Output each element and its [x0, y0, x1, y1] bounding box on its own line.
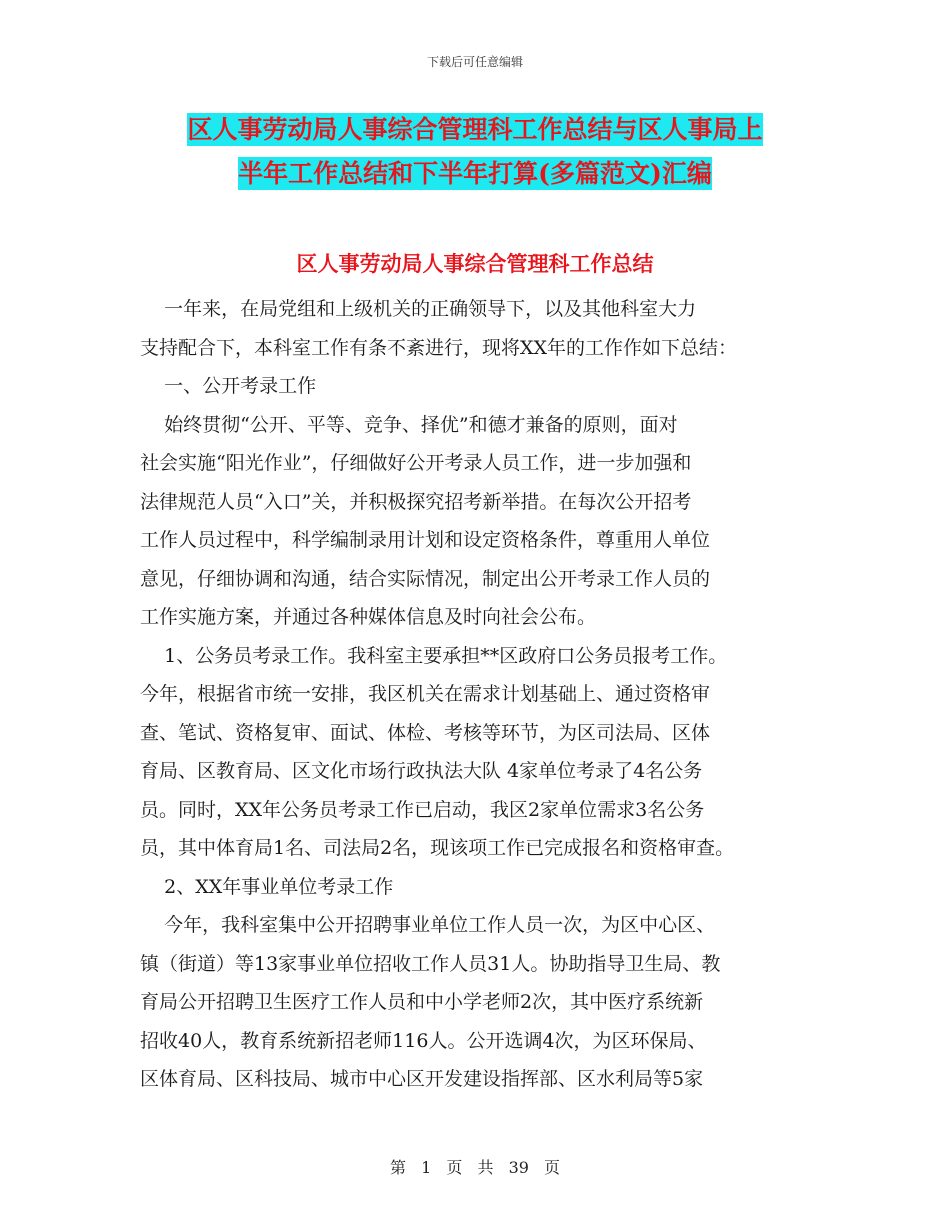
body-line: 今年，根据省市统一安排，我区机关在需求计划基础上、通过资格审: [140, 683, 711, 705]
title-highlight-2: 半年工作总结和下半年打算(多篇范文)汇编: [238, 159, 712, 188]
title-highlight-1: 区人事劳动局人事综合管理科工作总结与区人事局上: [187, 115, 763, 144]
body-line: 查、笔试、资格复审、面试、体检、考核等环节，为区司法局、区体: [140, 721, 711, 744]
body-line: 招收40人，教育系统新招老师116人。公开选调4次，为区环保局、: [140, 1029, 707, 1052]
body-line: 始终贯彻“公开、平等、竞争、择优”和德才兼备的原则，面对: [140, 413, 678, 436]
footer-mid: 页: [446, 1158, 463, 1177]
body-line: 工作实施方案，并通过各种媒体信息及时向社会公布。: [140, 606, 597, 628]
body-line: 意见，仔细协调和沟通，结合实际情况，制定出公开考录工作人员的: [140, 567, 711, 590]
body-line: 支持配合下，本科室工作有条不紊进行，现将XX年的工作作如下总结：: [140, 336, 738, 359]
body-line: 法律规范人员“入口”关，并积极探究招考新举措。在每次公开招考: [140, 490, 692, 513]
total-pages: 39: [508, 1158, 529, 1177]
header-note: 下载后可任意编辑: [426, 55, 523, 69]
body-text: [140, 290, 830, 1099]
body-line: 员，其中体育局1名、司法局2名，现该项工作已完成报名和资格审查。: [140, 837, 735, 859]
body-line: 育局公开招聘卫生医疗工作人员和中小学老师2次，其中医疗系统新: [140, 991, 704, 1013]
footer-prefix: 第: [389, 1158, 406, 1177]
footer-suffix: 页: [544, 1158, 561, 1177]
body-line: 员。同时，XX年公务员考录工作已启动，我区2家单位需求3名公务: [140, 798, 705, 821]
body-line: 区体育局、区科技局、城市中心区开发建设指挥部、区水利局等5家: [140, 1068, 704, 1090]
body-line: 工作人员过程中，科学编制录用计划和设定资格条件，尊重用人单位: [140, 529, 711, 551]
page-number: 1: [421, 1158, 432, 1177]
body-line: 镇（街道）等13家事业单位招收工作人员31人。协助指导卫生局、教: [140, 952, 721, 975]
body-line: 今年，我科室集中公开招聘事业单位工作人员一次，为区中心区、: [140, 914, 716, 936]
section-title: 区人事劳动局人事综合管理科工作总结: [296, 251, 654, 276]
footer-total-prefix: 共: [477, 1158, 494, 1177]
body-line: 育局、区教育局、区文化市场行政执法大队 4家单位考录了4名公务: [140, 760, 703, 782]
body-line: 一年来，在局党组和上级机关的正确领导下，以及其他科室大力: [140, 298, 697, 320]
body-line: 社会实施“阳光作业”，仔细做好公开考录人员工作，进一步加强和: [140, 452, 692, 474]
document-title-line-1: [0, 112, 950, 148]
body-line: 1、公务员考录工作。我科室主要承担**区政府口公务员报考工作。: [140, 644, 728, 667]
page-footer: [0, 1155, 950, 1178]
document-title-line-2: [0, 156, 950, 192]
body-line: 一、公开考录工作: [140, 375, 317, 397]
body-line: 2、XX年事业单位考录工作: [140, 875, 394, 898]
